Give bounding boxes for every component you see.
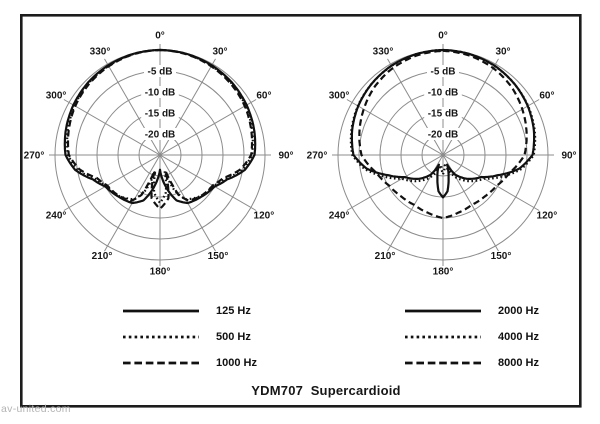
legend-label: 1000 Hz xyxy=(216,357,257,369)
angle-label-120: 120° xyxy=(253,210,275,222)
legend-label: 500 Hz xyxy=(216,331,251,343)
angle-label-60: 60° xyxy=(539,90,555,102)
legend-item xyxy=(404,298,574,324)
angle-label-90: 90° xyxy=(561,150,577,162)
angle-label-210: 210° xyxy=(374,251,396,262)
legend-label: 8000 Hz xyxy=(498,357,539,369)
angle-label-180: 180° xyxy=(432,266,454,278)
angle-label-210: 210° xyxy=(91,251,113,262)
legend-item xyxy=(404,350,574,376)
polar-pattern-high-frequencies xyxy=(307,31,577,278)
angle-label-60: 60° xyxy=(256,90,272,102)
db-ring-label: -5 dB xyxy=(147,66,173,78)
legend-low-frequencies xyxy=(122,298,292,376)
legend-label: 125 Hz xyxy=(216,305,251,317)
angle-label-120: 120° xyxy=(536,210,558,222)
db-ring-label: -10 dB xyxy=(144,87,176,99)
legend-high-frequencies xyxy=(404,298,574,376)
db-ring-label: -20 dB xyxy=(427,129,459,141)
db-ring-label: -15 dB xyxy=(427,108,459,120)
angle-label-90: 90° xyxy=(278,150,294,162)
legend-label: 2000 Hz xyxy=(498,305,539,317)
legend-label: 4000 Hz xyxy=(498,331,539,343)
angle-label-30: 30° xyxy=(212,46,228,58)
figure-title: YDM707 Supercardioid xyxy=(251,383,401,398)
angle-label-30: 30° xyxy=(495,46,511,58)
angle-label-180: 180° xyxy=(149,266,171,278)
legend-line-solid xyxy=(404,308,482,314)
legend-item xyxy=(122,298,292,324)
legend-line-dashed xyxy=(122,360,200,366)
angle-label-0: 0° xyxy=(438,30,448,42)
legend-line-dotted xyxy=(122,334,200,340)
angle-label-330: 330° xyxy=(372,46,394,58)
angle-label-150: 150° xyxy=(490,251,512,262)
charts-group xyxy=(24,31,577,278)
legend-line-solid xyxy=(122,308,200,314)
polar-pattern-low-frequencies xyxy=(24,31,294,278)
legend-line-dashed xyxy=(404,360,482,366)
legend-line-dotted xyxy=(404,334,482,340)
angle-label-240: 240° xyxy=(328,210,350,222)
db-ring-label: -15 dB xyxy=(144,108,176,120)
db-ring-label: -20 dB xyxy=(144,129,176,141)
angle-label-150: 150° xyxy=(207,251,229,262)
db-ring-label: -10 dB xyxy=(427,87,459,99)
db-ring-label: -5 dB xyxy=(430,66,456,78)
angle-label-330: 330° xyxy=(89,46,111,58)
angle-label-300: 300° xyxy=(45,90,67,102)
watermark: av-united.com xyxy=(1,403,71,415)
legend-item xyxy=(122,324,292,350)
angle-label-240: 240° xyxy=(45,210,67,222)
legend-item xyxy=(404,324,574,350)
angle-label-270: 270° xyxy=(23,150,45,162)
angle-label-270: 270° xyxy=(306,150,328,162)
angle-label-300: 300° xyxy=(328,90,350,102)
angle-label-0: 0° xyxy=(155,30,165,42)
legend-item xyxy=(122,350,292,376)
